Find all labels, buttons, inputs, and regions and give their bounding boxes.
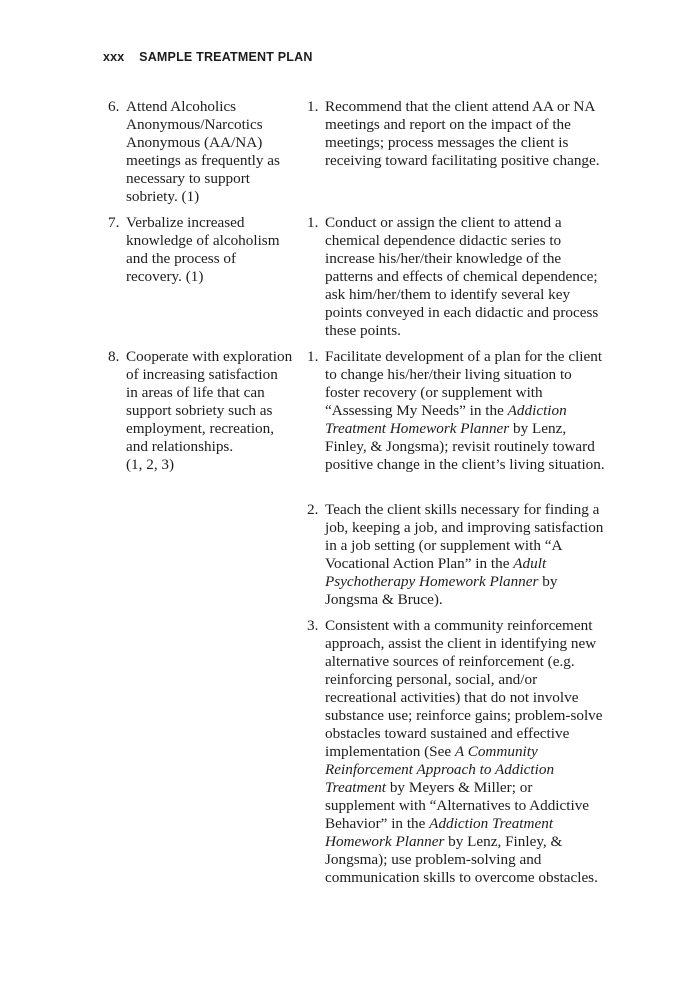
objective-refs: (1, 2, 3) xyxy=(126,456,175,473)
book-title: Adult Psychotherapy Homework Planner xyxy=(325,555,547,590)
book-title: Addiction Treatment Homework Planner xyxy=(325,402,567,437)
objective-item xyxy=(108,348,293,474)
intervention-text: Teach the client skills necessary for finding a job, keeping a job, and improving satisfaction in a job setting (or supplement with “A Vocational Action Plan” in the xyxy=(325,501,604,572)
intervention-body xyxy=(325,348,605,474)
objective-number: 6. xyxy=(108,98,120,115)
objective-text: Attend Alcoholics Anonymous/Narcotics Anonymous (AA/NA) meetings as frequently as necessary to support sobriety. (1) xyxy=(126,98,280,205)
intervention-item xyxy=(307,214,605,340)
page-folio: xxx xyxy=(103,50,125,64)
intervention-text: by Lenz, Finley, & Jongsma); revisit routinely toward positive change in the client’s living situation. xyxy=(325,420,605,473)
intervention-body xyxy=(325,501,605,609)
objective-number: 7. xyxy=(108,214,120,231)
intervention-number: 1. xyxy=(307,214,319,231)
intervention-item xyxy=(307,98,605,170)
objective-number: 8. xyxy=(108,348,120,365)
intervention-body xyxy=(325,617,605,887)
intervention-text: by Jongsma & Bruce). xyxy=(325,573,558,608)
intervention-item xyxy=(307,501,605,609)
intervention-text: Conduct or assign the client to attend a chemical dependence didactic series to increase his/her/their knowledge of the patterns and effects of chemical dependence; ask him/her/them to identify several key points conveyed in each didactic and process these points. xyxy=(325,214,599,339)
intervention-text: Consistent with a community reinforcement approach, assist the client in identifying new alternative sources of reinforcement (e.g. reinforcing personal, social, and/or recreational activities) that do not involve substance use; reinforce gains; problem-solve obstacles toward sustained and effective implementation (See xyxy=(325,617,603,760)
objective-text: Verbalize increased knowledge of alcoholism and the process of recovery. (1) xyxy=(126,214,280,285)
running-head-title: SAMPLE TREATMENT PLAN xyxy=(139,50,313,64)
intervention-text: Facilitate development of a plan for the client to change his/her/their living situation to foster recovery (or supplement with “Assessing My Needs” in the xyxy=(325,348,603,419)
intervention-text: Recommend that the client attend AA or NA meetings and report on the impact of the meetings; process messages the client is receiving toward facilitating positive change. xyxy=(325,98,600,169)
intervention-number: 2. xyxy=(307,501,319,518)
intervention-text: by Meyers & Miller; or supplement with “Alternatives to Addictive Behavior” in the xyxy=(325,779,590,832)
objective-item xyxy=(108,214,293,286)
objective-item xyxy=(108,98,293,206)
book-title: A Community Reinforcement Approach to Addiction Treatment xyxy=(325,743,555,796)
intervention-number: 3. xyxy=(307,617,319,634)
intervention-number: 1. xyxy=(307,348,319,365)
objective-text: Cooperate with exploration of increasing satisfaction in areas of life that can support sobriety such as employment, recreation, and relationships. xyxy=(126,348,293,455)
objective-body xyxy=(126,348,293,474)
intervention-item xyxy=(307,617,605,887)
intervention-text: by Lenz, Finley, & Jongsma); use problem-solving and communication skills to overcome obstacles. xyxy=(325,833,598,886)
intervention-number: 1. xyxy=(307,98,319,115)
book-title: Addiction Treatment Homework Planner xyxy=(325,815,554,850)
intervention-item xyxy=(307,348,605,474)
